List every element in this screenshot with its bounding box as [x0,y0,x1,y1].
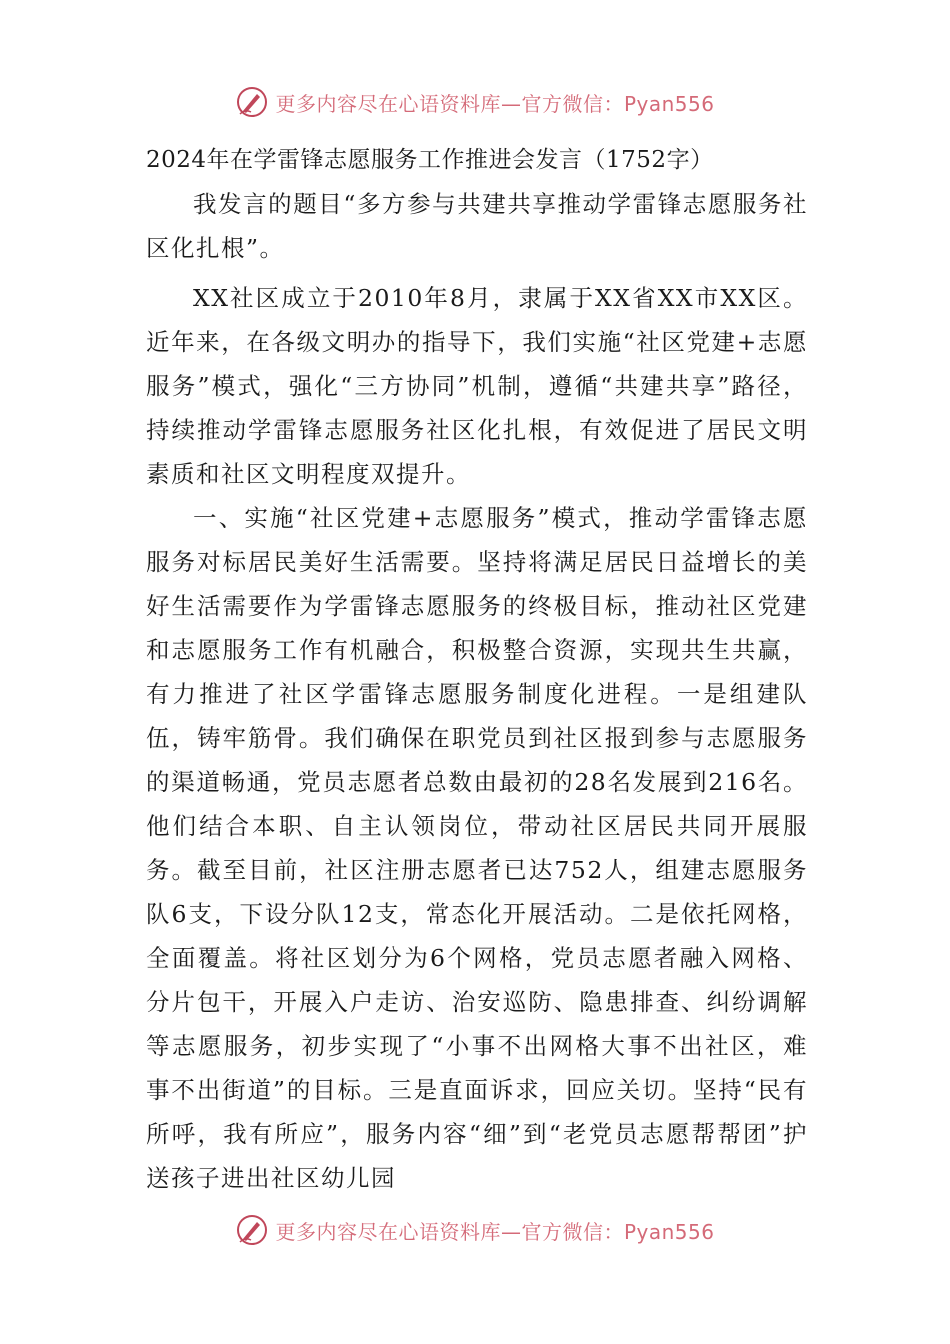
pen-circle-logo-icon [235,85,269,119]
watermark-banner-bottom [0,1210,950,1250]
watermark-banner-top [0,82,950,122]
paragraph-topic: 我发言的题目“多方参与共建共享推动学雷锋志愿服务社区化扎根”。 [146,190,808,262]
paragraph-community-intro: XX社区成立于2010年8月，隶属于XX省XX市XX区。近年来，在各级文明办的指导下，我们实施“社区党建+志愿服务”模式，强化“三方协同”机制，遵循“共建共享”路径，持续推动学雷锋志愿服务社区化扎根，有效促进了居民文明素质和社区文明程度双提升。 [146,284,808,488]
watermark-text: 更多内容尽在心语资料库—官方微信：Pyan556 [275,91,715,116]
document-title: 2024年在学雷锋志愿服务工作推进会发言（1752字） [146,147,714,173]
document-body [146,140,808,1200]
pen-circle-logo-icon [235,1213,269,1247]
paragraph-section-one: 一、实施“社区党建+志愿服务”模式，推动学雷锋志愿服务对标居民美好生活需要。坚持将满足居民日益增长的美好生活需要作为学雷锋志愿服务的终极目标，推动社区党建和志愿服务工作有机融合，积极整合资源，实现共生共赢，有力推进了社区学雷锋志愿服务制度化进程。一是组建队伍，铸牢筋骨。我们确保在职党员到社区报到参与志愿服务的渠道畅通，党员志愿者总数由最初的28名发展到216名。他们结合本职、自主认领岗位，带动社区居民共同开展服务。截至目前，社区注册志愿者已达752人，组建志愿服务队6支，下设分队12支，常态化开展活动。二是依托网格，全面覆盖。将社区划分为6个网格，党员志愿者融入网格、分片包干，开展入户走访、治安巡防、隐患排查、纠纷调解等志愿服务，初步实现了“小事不出网格大事不出社区，难事不出街道”的目标。三是直面诉求，回应关切。坚持“民有所呼，我有所应”，服务内容“细”到“老党员志愿帮帮团”护送孩子进出社区幼儿园 [146,504,808,1192]
watermark-text: 更多内容尽在心语资料库—官方微信：Pyan556 [275,1219,715,1244]
